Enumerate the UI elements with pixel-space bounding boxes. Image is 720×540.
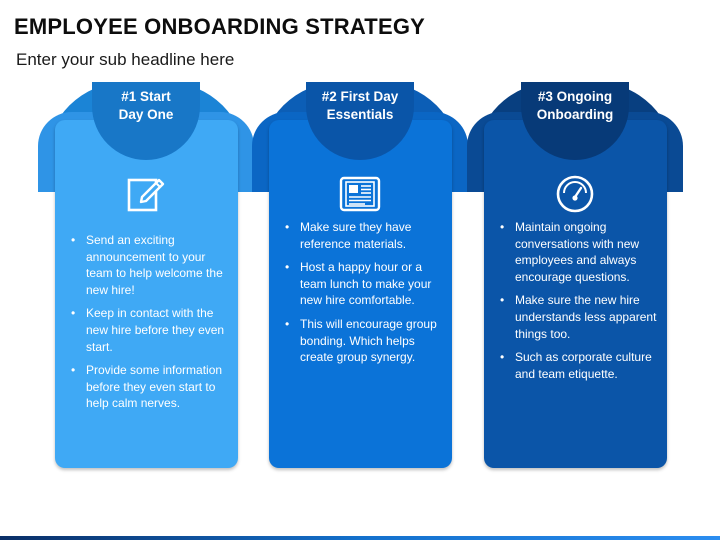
list-item: • Make sure they have reference materials.: [284, 219, 444, 252]
list-item: • This will encourage group bonding. Which helps create group synergy.: [284, 316, 444, 366]
list-item: • Provide some information before they even start to help calm nerves.: [70, 362, 230, 412]
list-item: • Maintain ongoing conversations with new employees and always encourage questions.: [499, 219, 659, 285]
newspaper-icon: [339, 173, 381, 215]
list-item: • Such as corporate culture and team etiquette.: [499, 349, 659, 382]
step-bullets: [284, 219, 444, 373]
step-card-2: [252, 82, 468, 472]
gauge-icon: [554, 173, 596, 215]
list-item: • Host a happy hour or a team lunch to make your new hire comfortable.: [284, 259, 444, 309]
step-label-line1: #2 First Day: [321, 89, 399, 104]
page-subtitle: Enter your sub headline here: [16, 50, 235, 69]
step-label-line1: #3 Ongoing: [537, 89, 613, 104]
edit-icon: [125, 173, 167, 215]
step-bullets: [499, 219, 659, 389]
step-label: [306, 88, 414, 124]
step-label: [92, 88, 200, 124]
step-label-line2: Day One: [118, 107, 174, 122]
page-title: EMPLOYEE ONBOARDING STRATEGY: [14, 14, 425, 39]
step-label-line2: Onboarding: [536, 107, 614, 122]
list-item: • Make sure the new hire understands less apparent things too.: [499, 292, 659, 342]
step-card-1: [38, 82, 254, 472]
step-label-line2: Essentials: [326, 107, 394, 122]
step-label-line1: #1 Start: [121, 89, 171, 104]
step-card-3: [467, 82, 683, 472]
footer-accent-bar: [0, 536, 720, 540]
step-bullets: [70, 232, 230, 419]
list-item: • Keep in contact with the new hire before they even start.: [70, 305, 230, 355]
list-item: • Send an exciting announcement to your team to help welcome the new hire!: [70, 232, 230, 298]
step-label: [521, 88, 629, 124]
